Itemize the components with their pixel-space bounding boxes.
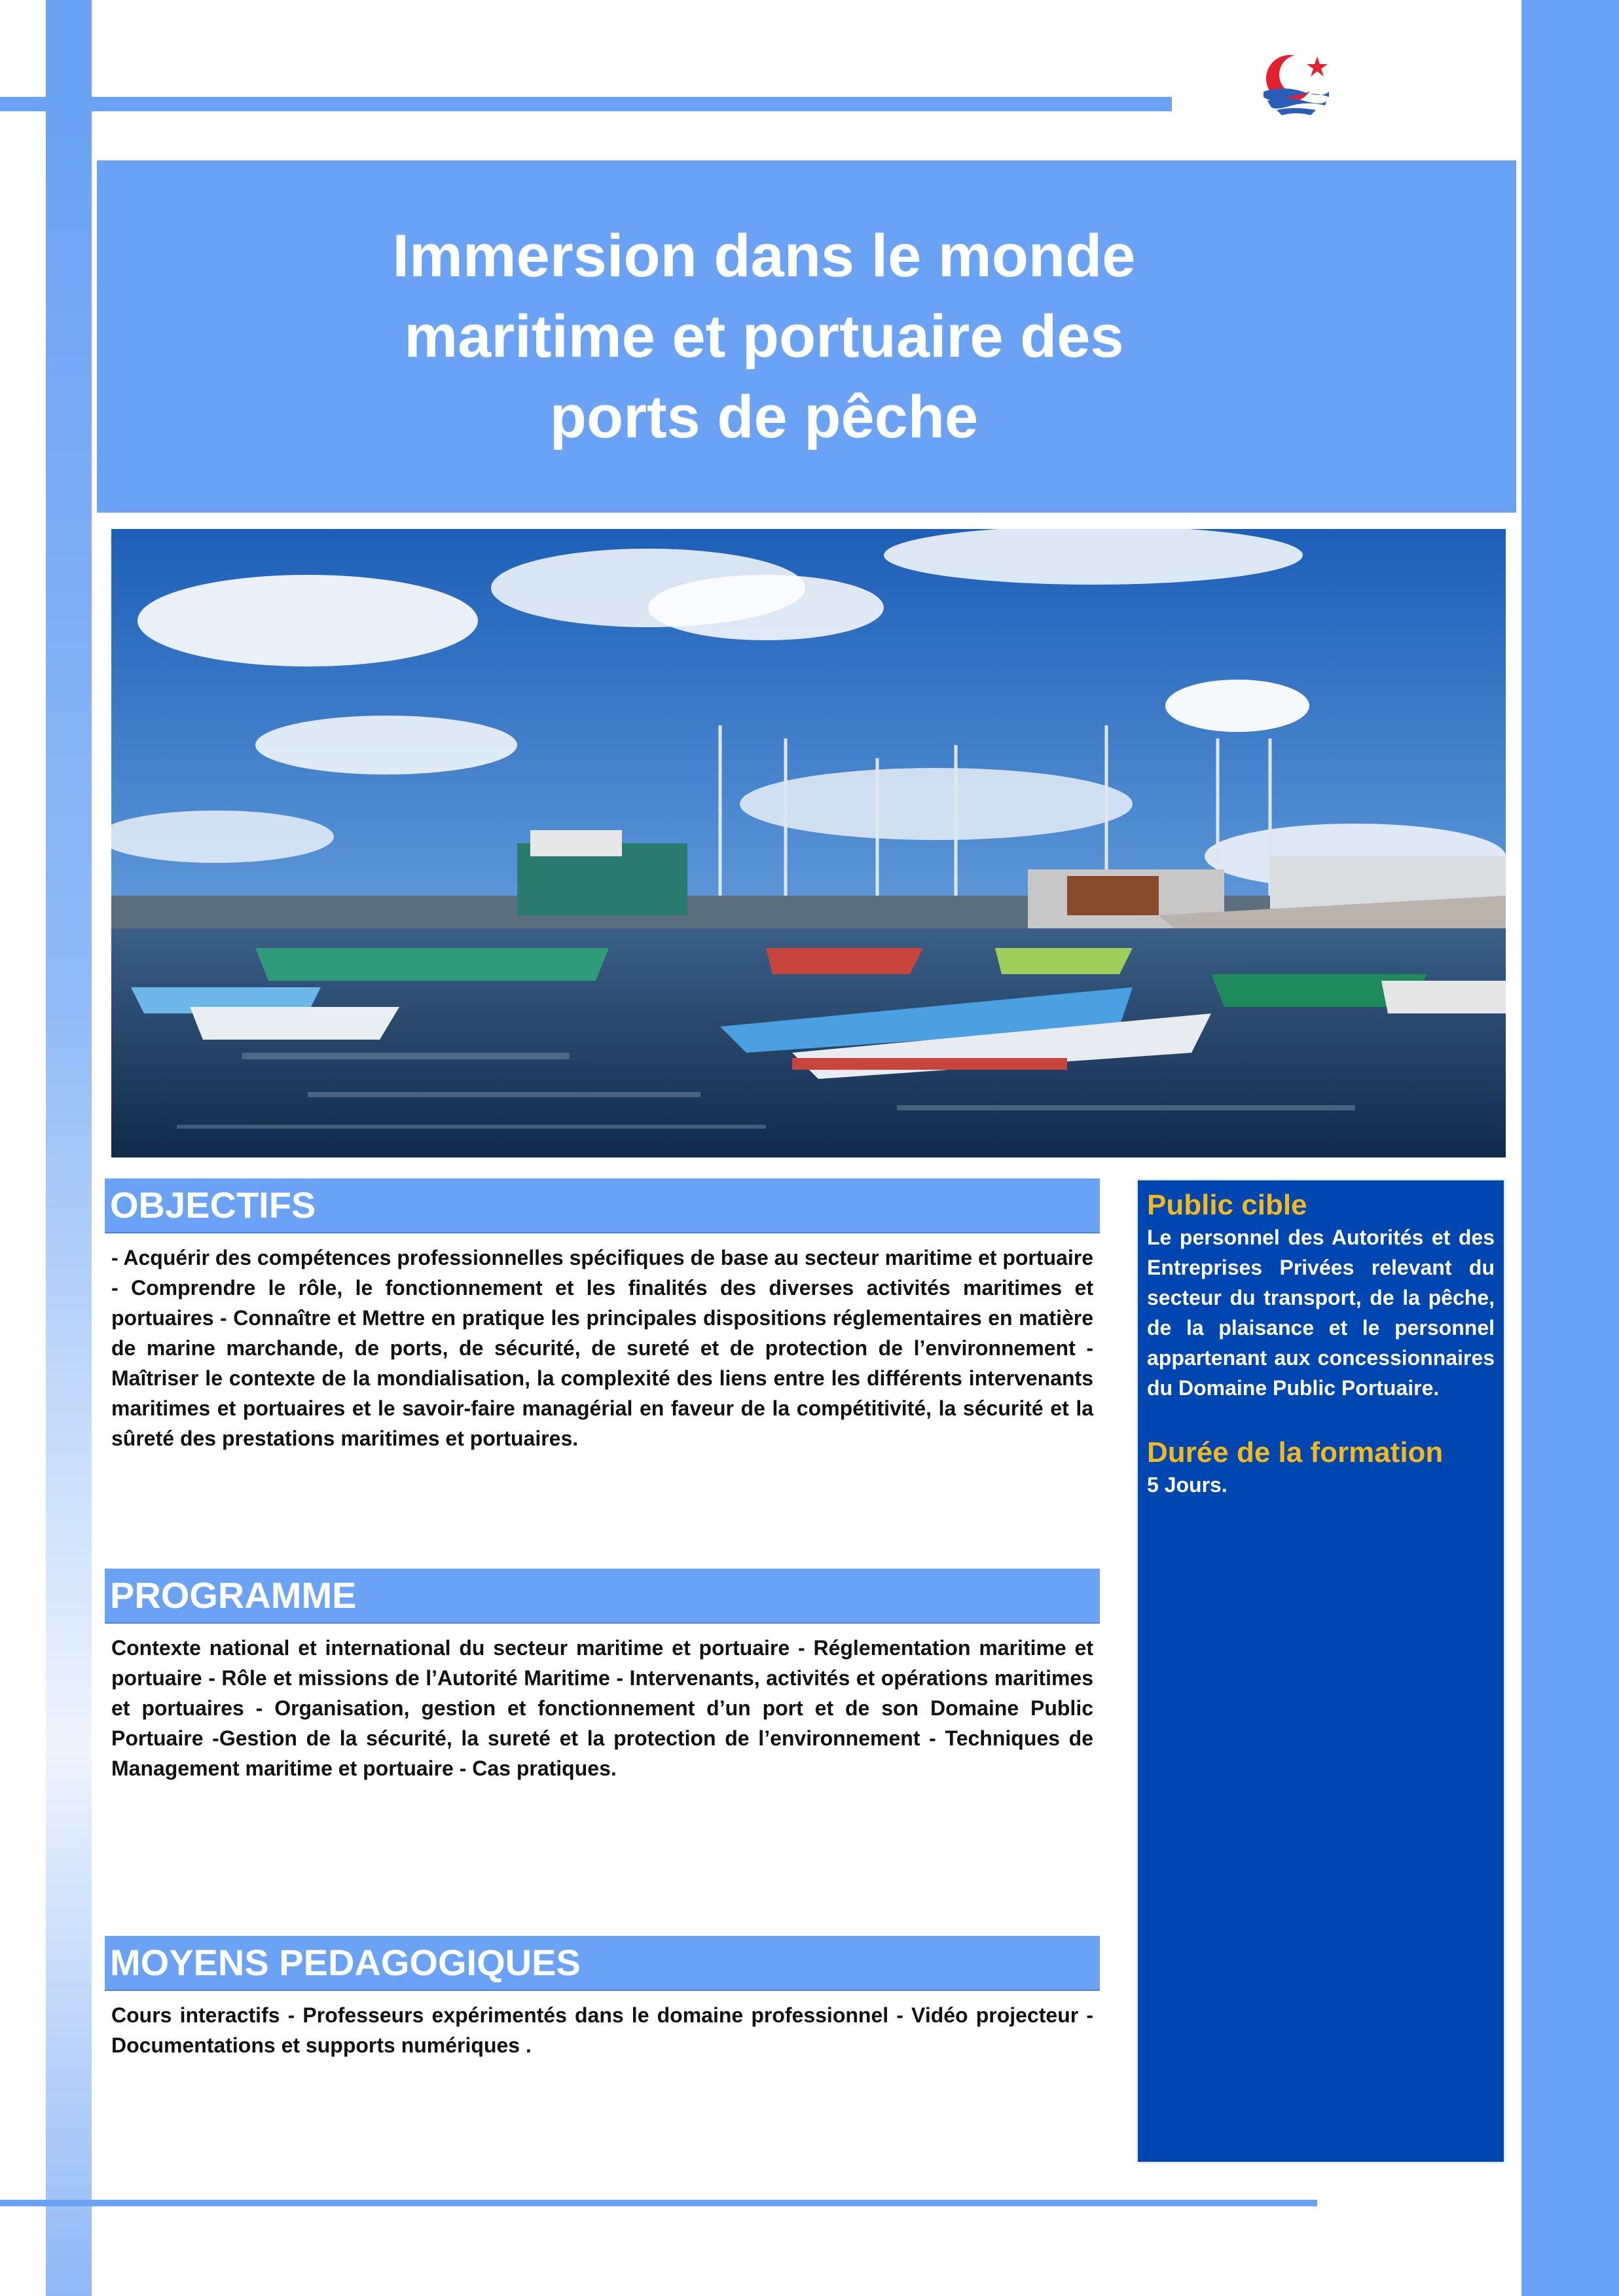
moyens-heading: MOYENS PEDAGOGIQUES (105, 1936, 1100, 1990)
duree-text: 5 Jours. (1147, 1473, 1228, 1497)
info-panel (1136, 1178, 1506, 2164)
left-frame-bar (46, 111, 92, 2296)
public-cible-heading: Public cible (1147, 1189, 1307, 1221)
fishing-port-photo-icon (111, 529, 1506, 1157)
objectifs-heading: OBJECTIFS (105, 1178, 1100, 1232)
bottom-divider (0, 2200, 1317, 2206)
objectifs-text: - Acquérir des compétences professionnelles spécifiques de base au secteur maritime et portuaire - Comprendre le rôle, le fonctionnement et les finalités des diverses activités maritimes et portuaires - Connaître et Mettre en pratique les principales dispositions réglementaires en matière de marine marchande, de ports, de sécurité, de sureté et de protection de l’environnement - Maîtriser le contexte de la mondialisation, la complexité des liens entre les différents intervenants maritimes et portuaires et le savoir-faire managérial en faveur de la compétitivité, la sécurité et la sûreté des prestations maritimes et portuaires. (111, 1246, 1093, 1450)
moyens-text: Cours interactifs - Professeurs expérimentés dans le domaine professionnel - Vidéo projecteur - Documentations et supports numériques . (111, 2003, 1093, 2057)
programme-text: Contexte national et international du secteur maritime et portuaire - Réglementation maritime et portuaire - Rôle et missions de l’Autorité Maritime - Intervenants, activités et opérations maritimes et portuaires - Organisation, gestion et fonctionnement d’un port et de son Domaine Public Portuaire -Gestion de la sécurité, la sureté et la protection de l’environnement - Techniques de Management maritime et portuaire - Cas pratiques. (111, 1636, 1093, 1780)
public-cible-text: Le personnel des Autorités et des Entreprises Privées relevant du secteur du transport, de la pêche, de la plaisance et le personnel appartenant aux concessionnaires du Domaine Public Portuaire. (1147, 1226, 1495, 1400)
port-authority-logo-icon (1257, 45, 1336, 123)
right-frame-bar (1521, 0, 1619, 2296)
top-divider (0, 97, 1172, 111)
left-frame-bar-top (46, 0, 92, 98)
duree-heading: Durée de la formation (1147, 1436, 1444, 1468)
title-banner (97, 160, 1516, 513)
programme-heading: PROGRAMME (105, 1569, 1100, 1622)
page-title: Immersion dans le monde maritime et portuaire des ports de pêche (392, 222, 1136, 450)
